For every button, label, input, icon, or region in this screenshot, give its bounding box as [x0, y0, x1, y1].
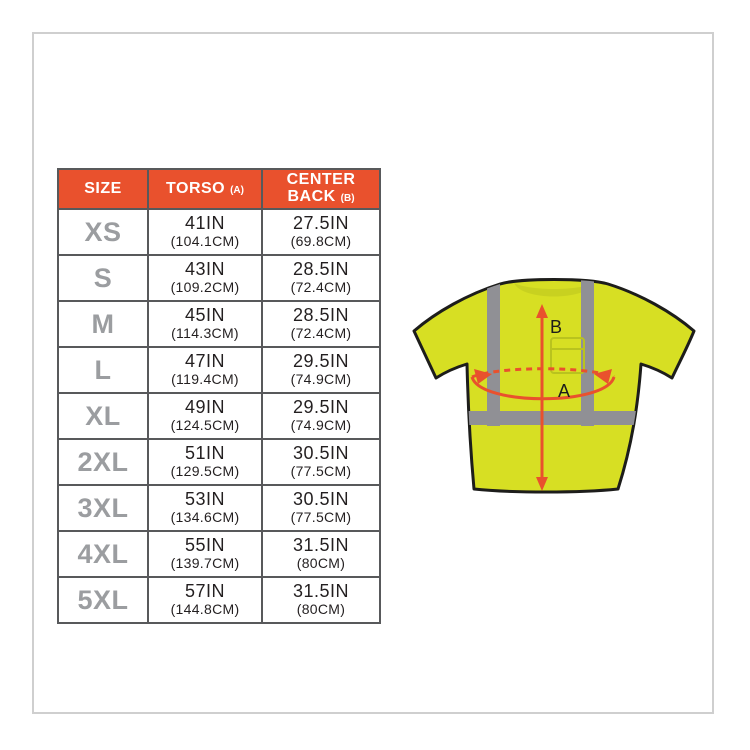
size-label: 2XL — [58, 439, 148, 485]
size-label: XL — [58, 393, 148, 439]
torso-value: 47IN (119.4CM) — [148, 347, 262, 393]
size-label: 5XL — [58, 577, 148, 623]
torso-value: 53IN (134.6CM) — [148, 485, 262, 531]
right-shoulder-stripe — [581, 276, 594, 426]
size-label: S — [58, 255, 148, 301]
torso-value: 41IN (104.1CM) — [148, 209, 262, 255]
size-label: 4XL — [58, 531, 148, 577]
torso-value: 57IN (144.8CM) — [148, 577, 262, 623]
shirt-measurement-diagram — [403, 270, 707, 506]
center-back-value: 28.5IN (72.4CM) — [262, 301, 380, 347]
size-row-xs — [58, 209, 380, 255]
shirt-body — [414, 280, 694, 493]
header-torso-key: (A) — [230, 184, 244, 196]
size-chart-table — [57, 168, 381, 624]
label-torso-a: A — [558, 381, 571, 401]
size-row-m — [58, 301, 380, 347]
left-shoulder-stripe — [487, 276, 500, 426]
size-row-s — [58, 255, 380, 301]
center-back-value: 29.5IN (74.9CM) — [262, 393, 380, 439]
header-torso: TORSO (A) — [148, 169, 262, 209]
size-chart-header-row — [58, 169, 380, 209]
size-row-4xl — [58, 531, 380, 577]
header-center-back-key: (B) — [340, 193, 355, 204]
size-row-xl — [58, 393, 380, 439]
size-label: XS — [58, 209, 148, 255]
torso-value: 55IN (139.7CM) — [148, 531, 262, 577]
size-label: M — [58, 301, 148, 347]
torso-value: 45IN (114.3CM) — [148, 301, 262, 347]
header-center-back: CENTER BACK (B) — [262, 169, 380, 209]
size-label: 3XL — [58, 485, 148, 531]
center-back-value: 31.5IN (80CM) — [262, 577, 380, 623]
center-back-value: 30.5IN (77.5CM) — [262, 485, 380, 531]
torso-value: 49IN (124.5CM) — [148, 393, 262, 439]
label-center-back-b: B — [550, 317, 563, 337]
waist-stripe — [460, 411, 645, 425]
size-label: L — [58, 347, 148, 393]
torso-value: 43IN (109.2CM) — [148, 255, 262, 301]
center-back-value: 27.5IN (69.8CM) — [262, 209, 380, 255]
header-size: SIZE — [58, 169, 148, 209]
size-row-l — [58, 347, 380, 393]
center-back-value: 29.5IN (74.9CM) — [262, 347, 380, 393]
size-row-2xl — [58, 439, 380, 485]
size-row-5xl — [58, 577, 380, 623]
center-back-value: 30.5IN (77.5CM) — [262, 439, 380, 485]
center-back-value: 28.5IN (72.4CM) — [262, 255, 380, 301]
size-row-3xl — [58, 485, 380, 531]
center-back-value: 31.5IN (80CM) — [262, 531, 380, 577]
torso-value: 51IN (129.5CM) — [148, 439, 262, 485]
